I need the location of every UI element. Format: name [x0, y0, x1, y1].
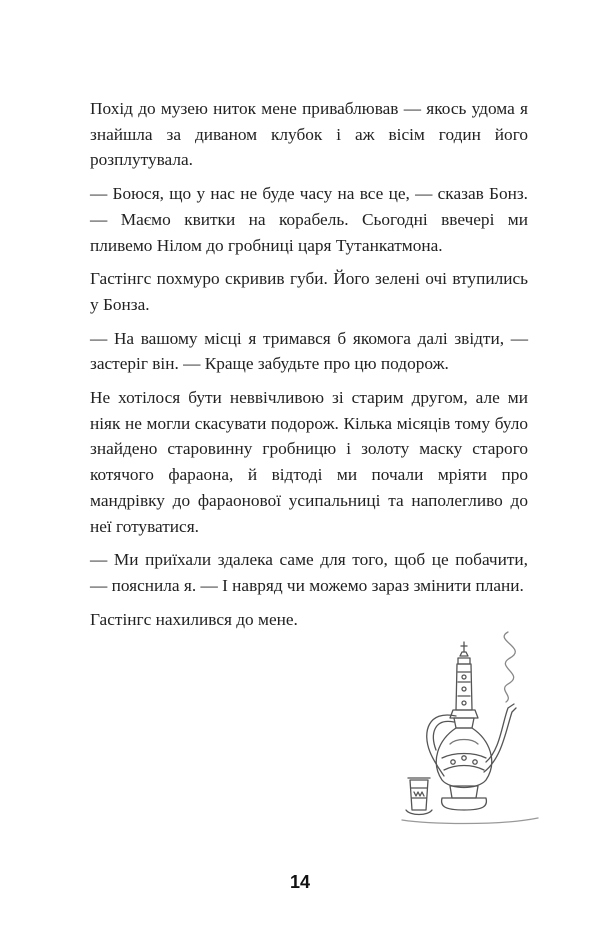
paragraph-3: Гастінгс похмуро скривив губи. Його зелені очі втупились у Бонза. [90, 269, 528, 314]
paragraph-7: Гастінгс нахилився до мене. [90, 609, 298, 629]
paragraph-4: — На вашому місці я тримався б якомога далі звідти, — застеріг він. — Краще забудьте про цю подорож. [90, 328, 528, 374]
paragraph-1: Похід до музею ниток мене приваблював — якось удома я знайшла за диваном клубок і аж вісім годин його розплутувала. [90, 99, 528, 170]
paragraph-6: — Ми приїхали здалека саме для того, щоб це побачити, — пояснила я. — І навряд чи можемо зараз змінити плани. [90, 550, 528, 595]
body-text [90, 96, 528, 640]
page-number: 14 [289, 872, 311, 892]
paragraph-5: Не хотілося бути неввічливою зі старим другом, але ми ніяк не могли скасувати подорож. Кілька місяців тому було знайдено старовинну гробницю і золоту маску старого котячого фараона, й відтоді ми почали мріяти про мандрівку до фараонової усипальниці та наполегливо до неї готуватися. [90, 388, 528, 536]
paragraph-2: — Боюся, що у нас не буде часу на все це, — сказав Бонз. — Маємо квитки на корабель. Сьогодні ввечері ми пливемо Нілом до гробниці царя Тутанкатмона. [90, 184, 528, 255]
teapot-and-cup-icon [398, 612, 548, 840]
